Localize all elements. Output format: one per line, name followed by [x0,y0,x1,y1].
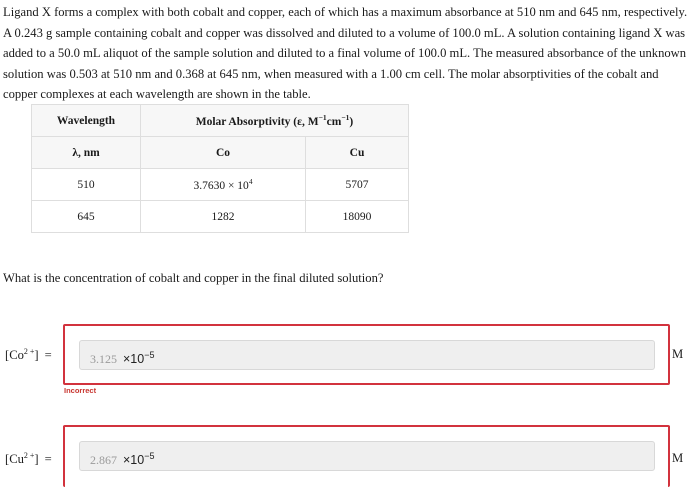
subheader-cu: Cu [306,137,409,169]
cobalt-answer-input[interactable] [79,340,655,370]
cobalt-unit: M [672,347,684,361]
table-subheader-row [32,137,409,169]
copper-answer-exponent: $\times 10^{-5}$ [123,451,155,468]
cell-cu: 18090 [306,201,409,233]
question-text: What is the concentration of cobalt and copper in the final diluted solution? [3,271,384,285]
cell-co: $3.7630 \times 10^4$ [141,169,306,201]
cell-co: 1282 [141,201,306,233]
cobalt-label: $[Co^{2 +}]$ = [5,347,52,363]
header-molar-absorptivity: Molar Absorptivity (ε, $M^{-1}cm^{-1}$) [141,105,409,137]
copper-unit: M [672,451,684,465]
cell-wavelength: 645 [32,201,141,233]
cell-cu: 5707 [306,169,409,201]
cobalt-answer-value: 3.125 [90,352,117,367]
incorrect-feedback: Incorrect [64,386,97,395]
table-row [32,169,409,201]
problem-statement: Ligand X forms a complex with both cobalt and copper, each of which has a maximum absorbance at 510 nm and 645 nm, respectively. A 0.243 g sample containing cobalt and copper was dissolved and diluted to a volume of 100.0 mL. A solution containing ligand X was added to a 50.0 mL aliquot of the sample solution and diluted to a final volume of 100.0 mL. The measured absorbance of the unknown solution was 0.503 at 510 nm and 0.368 at 645 nm, when measured with a 1.00 cm cell. The molar absorptivities of the cobalt and copper complexes at each wavelength are shown in the table. [3,5,688,102]
copper-label: $[Cu^{2 +}]$ = [5,451,52,467]
molar-absorptivity-table [31,104,409,233]
copper-answer-input[interactable] [79,441,655,471]
subheader-lambda: λ, nm [32,137,141,169]
table-row [32,201,409,233]
copper-answer-frame [63,425,670,487]
cobalt-answer-exponent: $\times 10^{-5}$ [123,350,155,367]
copper-answer-value: 2.867 [90,453,117,468]
cobalt-answer-frame [63,324,670,385]
cell-wavelength: 510 [32,169,141,201]
table-header-row [32,105,409,137]
header-wavelength: Wavelength [32,105,141,137]
subheader-co: Co [141,137,306,169]
